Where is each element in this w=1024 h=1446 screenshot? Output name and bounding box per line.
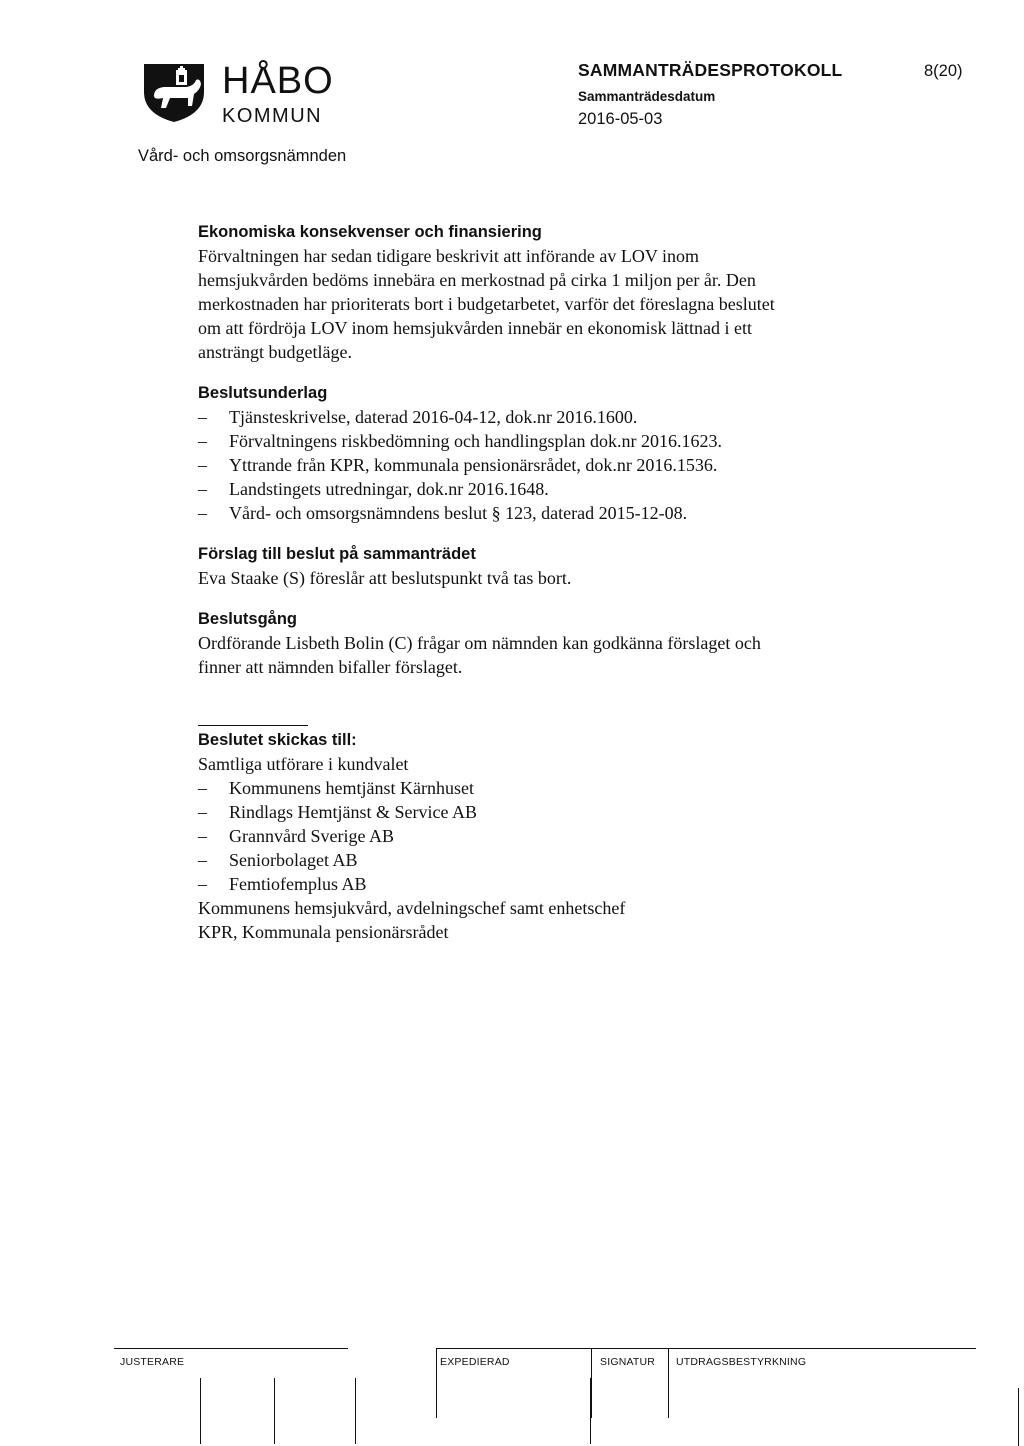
paragraph-line: Ordförande Lisbeth Bolin (C) frågar om nämnden kan godkänna förslaget och xyxy=(198,633,761,653)
section-procedure xyxy=(198,607,898,679)
paragraph-line: merkostnaden har prioriterats bort i budgetarbetet, varför det föreslagna beslutet xyxy=(198,294,775,314)
list-item: – Seniorbolaget AB xyxy=(198,848,898,872)
paragraph-line: Kommunens hemsjukvård, avdelningschef samt enhetschef xyxy=(198,898,626,918)
section-heading: Beslutet skickas till: xyxy=(198,731,357,749)
list-item: – Förvaltningens riskbedömning och handlingsplan dok.nr 2016.1623. xyxy=(198,429,898,453)
paragraph-line: KPR, Kommunala pensionärsrådet xyxy=(198,922,449,942)
document-type: SAMMANTRÄDESPROTOKOLL xyxy=(578,60,843,80)
section-heading: Beslutsgång xyxy=(198,610,298,628)
committee-name: Vård- och omsorgsnämnden xyxy=(138,147,347,165)
brand-subtitle: KOMMUN xyxy=(222,105,323,127)
paragraph-line: hemsjukvården bedöms innebära en merkostnad på cirka 1 miljon per år. Den xyxy=(198,270,756,290)
brand-name: HÅBO xyxy=(222,60,334,102)
paragraph-line: finner att nämnden bifaller förslaget. xyxy=(198,657,463,677)
section-heading: Förslag till beslut på sammanträdet xyxy=(198,545,476,563)
list-item: – Tjänsteskrivelse, daterad 2016-04-12, dok.nr 2016.1600. xyxy=(198,405,898,429)
section-heading: Ekonomiska konsekvenser och finansiering xyxy=(198,223,542,241)
section-distribution xyxy=(198,725,898,944)
habo-coat-of-arms-logo xyxy=(142,62,214,124)
paragraph-line: ansträngt budgetläge. xyxy=(198,342,352,362)
list-item: – Kommunens hemtjänst Kärnhuset xyxy=(198,776,898,800)
signature-line xyxy=(200,1378,201,1444)
page-number: 8(20) xyxy=(924,62,963,80)
footer-signature-table xyxy=(120,1348,976,1446)
divider xyxy=(436,1348,437,1418)
recipient-list xyxy=(198,776,898,896)
signature-line xyxy=(355,1378,356,1444)
list-item: – Rindlags Hemtjänst & Service AB xyxy=(198,800,898,824)
signature-line xyxy=(1018,1388,1019,1446)
divider xyxy=(114,1348,348,1349)
list-item: – Grannvård Sverige AB xyxy=(198,824,898,848)
section-heading: Beslutsunderlag xyxy=(198,384,328,402)
meeting-date-label: Sammanträdesdatum xyxy=(578,89,716,104)
section-economics xyxy=(198,220,898,364)
section-proposal xyxy=(198,542,898,590)
signatur-label: SIGNATUR xyxy=(600,1356,656,1368)
paragraph-line: Samtliga utförare i kundvalet xyxy=(198,754,409,774)
protocol-body xyxy=(198,220,898,944)
divider xyxy=(198,725,308,726)
signature-line xyxy=(590,1378,591,1444)
paragraph-line: Förvaltningen har sedan tidigare beskrivit att införande av LOV inom xyxy=(198,246,700,266)
decision-basis-list xyxy=(198,405,898,525)
meeting-date-value: 2016-05-03 xyxy=(578,110,663,128)
divider xyxy=(436,1348,976,1349)
list-item: – Landstingets utredningar, dok.nr 2016.1648. xyxy=(198,477,898,501)
utdragsbestyrkning-label: UTDRAGSBESTYRKNING xyxy=(676,1356,807,1368)
paragraph-line: Eva Staake (S) föreslår att beslutspunkt två tas bort. xyxy=(198,568,572,588)
list-item: – Femtiofemplus AB xyxy=(198,872,898,896)
expedierad-label: EXPEDIERAD xyxy=(440,1356,510,1368)
signature-line xyxy=(274,1378,275,1444)
justerare-label: JUSTERARE xyxy=(120,1356,185,1368)
list-item: – Vård- och omsorgsnämndens beslut § 123, daterad 2015-12-08. xyxy=(198,501,898,525)
divider xyxy=(591,1348,592,1418)
list-item: – Yttrande från KPR, kommunala pensionärsrådet, dok.nr 2016.1536. xyxy=(198,453,898,477)
section-decision-basis xyxy=(198,381,898,525)
divider xyxy=(668,1348,669,1418)
paragraph-line: om att fördröja LOV inom hemsjukvården innebär en ekonomisk lättnad i ett xyxy=(198,318,753,338)
